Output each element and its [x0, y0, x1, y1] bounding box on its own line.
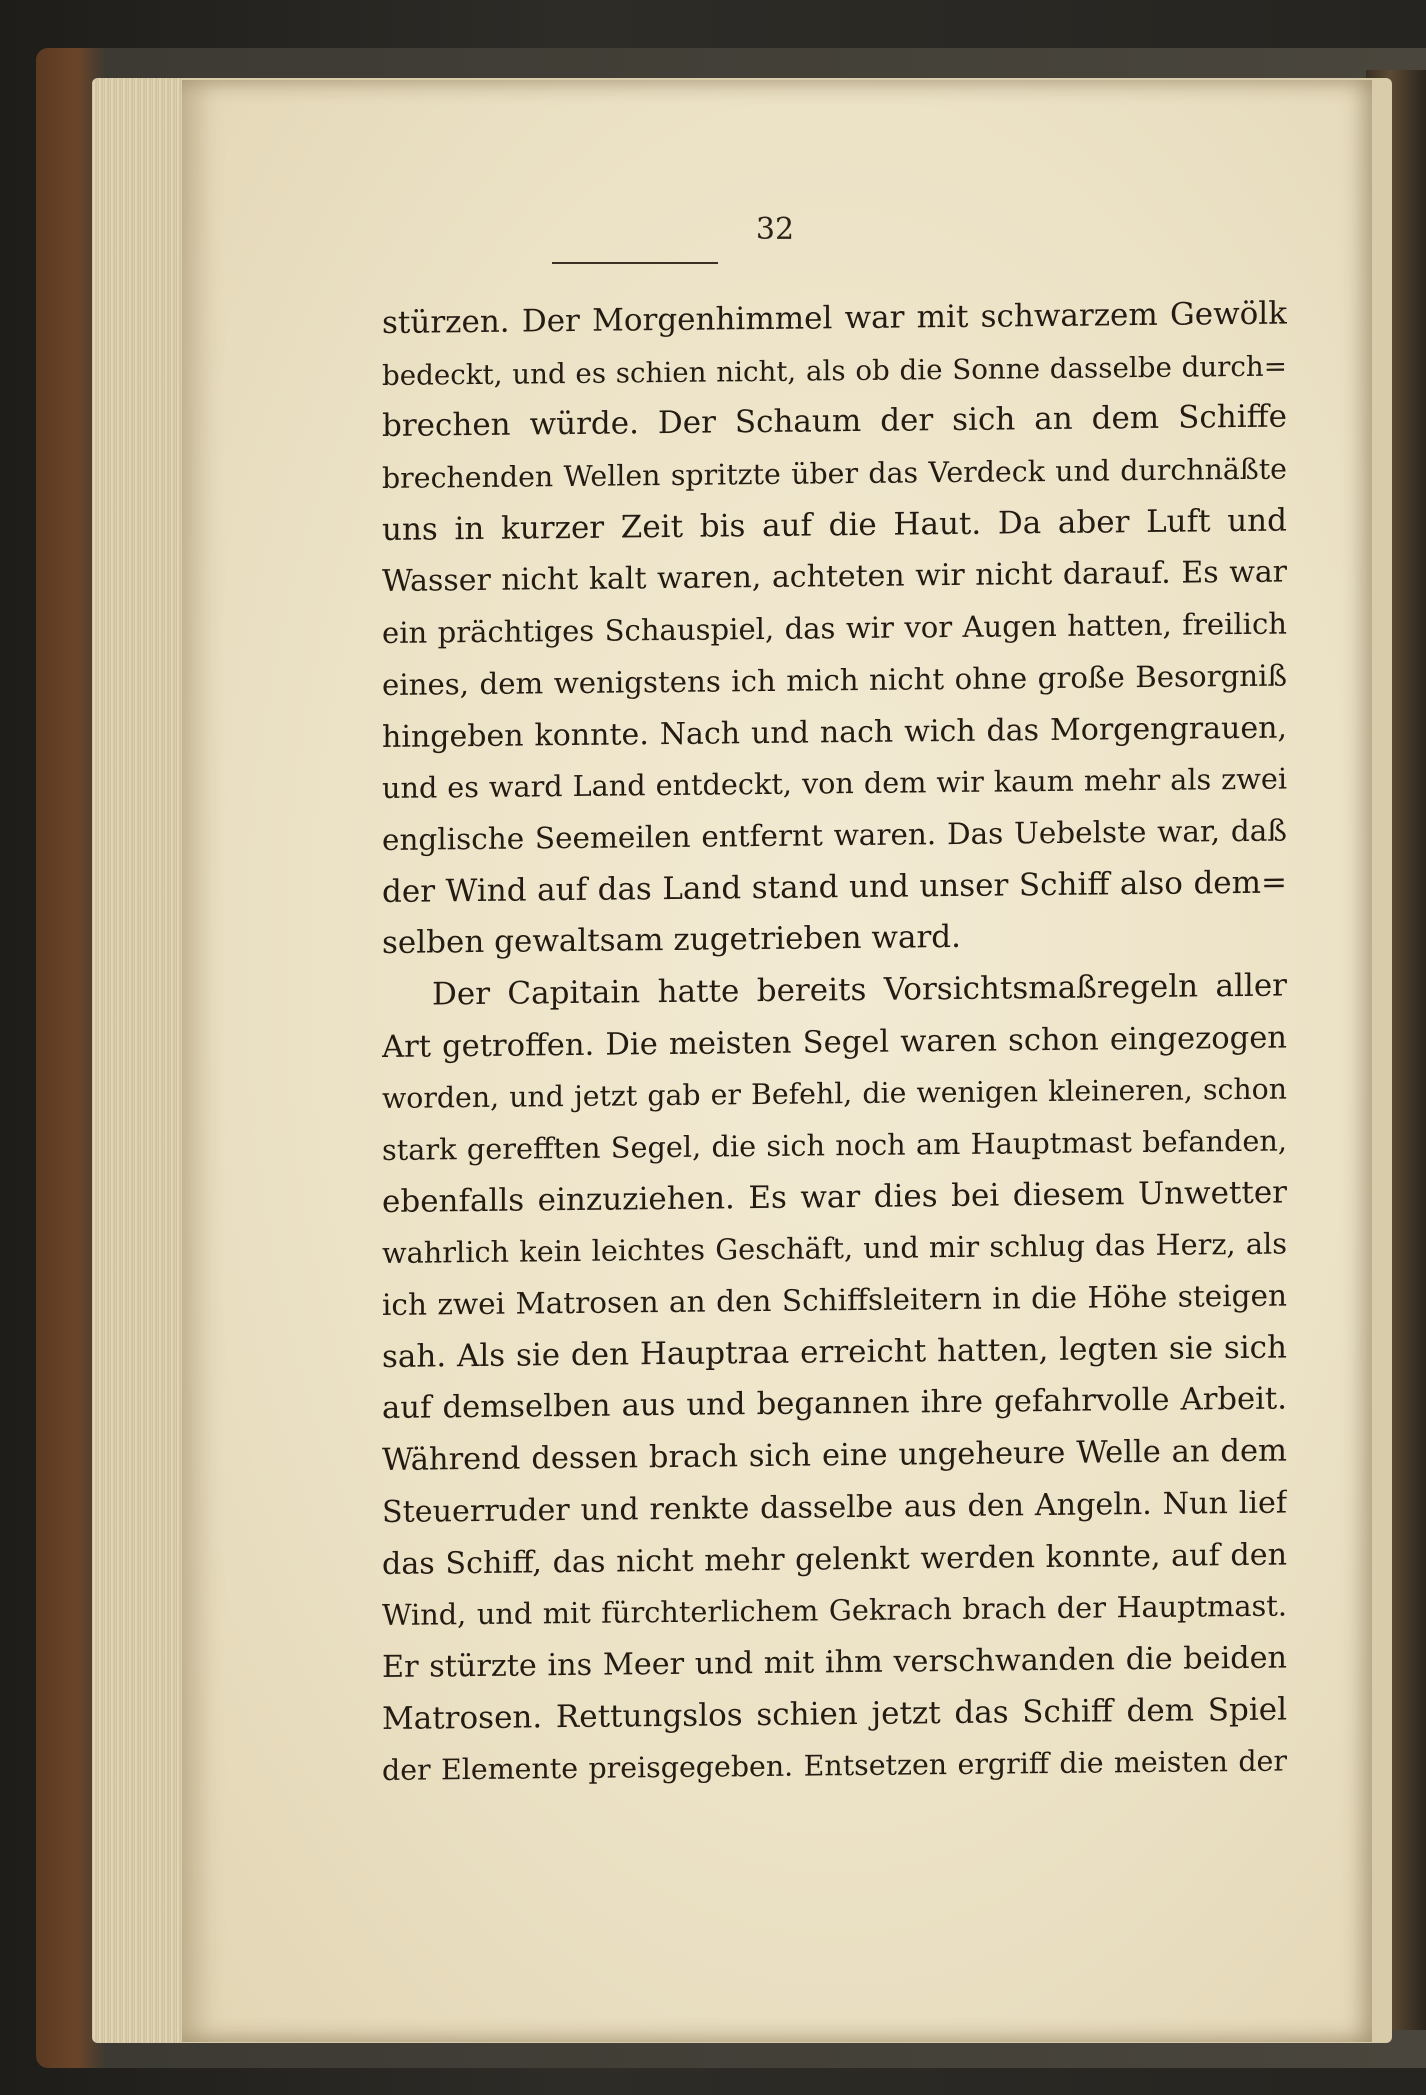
page-number: 32	[755, 212, 795, 247]
text-line: worden, und jetzt gab er Befehl, die wenigen kleineren, schon	[382, 1072, 1287, 1116]
text-line: brechenden Wellen spritzte über das Verdeck und durchnäßte	[382, 452, 1287, 496]
text-line: auf demselben aus und begannen ihre gefahrvolle Arbeit.	[382, 1381, 1287, 1427]
text-line: sah. Als sie den Hauptraa erreicht hatten, legten sie sich	[382, 1329, 1287, 1375]
page-text	[382, 289, 1287, 1797]
text-line: Art getroffen. Die meisten Segel waren schon eingezogen	[382, 1020, 1287, 1065]
text-line: brechen würde. Der Schaum der sich an dem Schiffe	[382, 398, 1287, 445]
text-line: Der Capitain hatte bereits Vorsichtsmaßregeln aller	[432, 967, 1287, 1013]
text-line: der Wind auf das Land stand und unser Schiff also dem=	[382, 864, 1287, 910]
text-line: ein prächtiges Schauspiel, das wir vor Augen hatten, freilich	[382, 606, 1287, 651]
text-line: Steuerruder und renkte dasselbe aus den Angeln. Nun lief	[382, 1485, 1287, 1530]
text-line: das Schiff, das nicht mehr gelenkt werden konnte, auf den	[382, 1537, 1287, 1582]
text-line: bedeckt, und es schien nicht, als ob die Sonne dasselbe durch=	[382, 349, 1287, 392]
header-rule	[552, 262, 718, 264]
text-line: Wind, und mit fürchterlichem Gekrach brach der Hauptmast.	[382, 1588, 1287, 1633]
text-line: stürzen. Der Morgenhimmel war mit schwarzem Gewölk	[382, 295, 1287, 341]
text-line: Er stürzte ins Meer und mit ihm verschwanden die beiden	[382, 1640, 1287, 1685]
text-line: stark gerefften Segel, die sich noch am Hauptmast befanden,	[382, 1123, 1287, 1167]
text-line: Wasser nicht kalt waren, achteten wir nicht darauf. Es war	[382, 554, 1287, 600]
text-line: der Elemente preisgegeben. Entsetzen ergriff die meisten der	[382, 1744, 1287, 1788]
text-line: ebenfalls einzuziehen. Es war dies bei diesem Unwetter	[382, 1174, 1287, 1220]
text-line: hingeben konnte. Nach und nach wich das Morgengrauen,	[382, 710, 1287, 755]
text-line: uns in kurzer Zeit bis auf die Haut. Da aber Luft und	[382, 502, 1287, 548]
book-page	[182, 80, 1372, 2042]
text-line: selben gewaltsam zugetrieben ward.	[382, 919, 961, 962]
text-line: eines, dem wenigstens ich mich nicht ohne große Besorgniß	[382, 658, 1287, 702]
text-line: ich zwei Matrosen an den Schiffsleitern in die Höhe steigen	[382, 1278, 1287, 1323]
text-line: englische Seemeilen entfernt waren. Das Uebelste war, daß	[382, 813, 1287, 857]
text-line: und es ward Land entdeckt, von dem wir kaum mehr als zwei	[382, 761, 1287, 806]
text-line: Während dessen brach sich eine ungeheure Welle an dem	[382, 1433, 1287, 1479]
text-line: wahrlich kein leichtes Geschäft, und mir schlug das Herz, als	[382, 1226, 1287, 1271]
text-line: Matrosen. Rettungslos schien jetzt das Schiff dem Spiel	[382, 1691, 1287, 1737]
